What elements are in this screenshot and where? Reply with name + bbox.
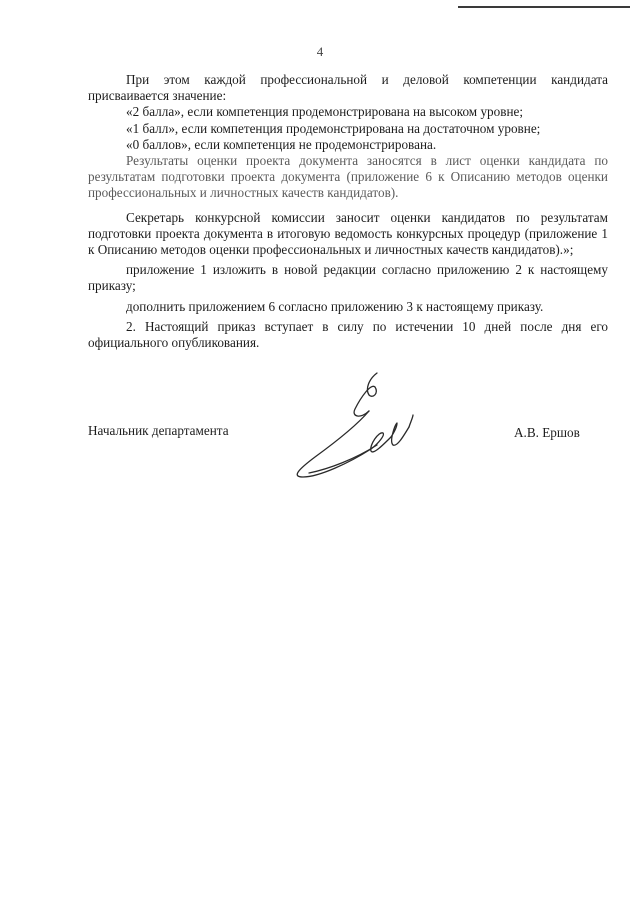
paragraph-effective-date: 2. Настоящий приказ вступает в силу по истечении 10 дней после дня его официального опубликования. [88, 318, 608, 351]
paragraph-score-1: «1 балл», если компетенция продемонстрирована на достаточном уровне; [126, 120, 541, 136]
signatory-name: А.В. Ершов [514, 425, 580, 440]
signatory-title: Начальник департамента [88, 423, 229, 438]
paragraph-results-entry: Результаты оценки проекта документа заносятся в лист оценки кандидата по результатам подготовки проекта документа (приложение 6 к Описанию методов оценки профессиональных и личностных качеств кандидатов). [88, 153, 608, 201]
page-number: 4 [316, 44, 324, 59]
paragraph-score-0: «0 баллов», если компетенция не продемонстрирована. [126, 136, 437, 152]
paragraph-appendix-1: приложение 1 изложить в новой редакции согласно приложению 2 к настоящему приказу; [88, 262, 608, 294]
paragraph-secretary: Секретарь конкурсной комиссии заносит оценки кандидатов по результатам подготовки проекта документа в итоговую ведомость конкурсных процедур (приложение 1 к Описанию методов оценки профессиональных и личностных качеств кандидатов).»; [88, 209, 608, 258]
paragraph-score-2: «2 балла», если компетенция продемонстрирована на высоком уровне; [126, 104, 524, 120]
handwritten-signature [285, 365, 425, 485]
paragraph-competence-values: При этом каждой профессиональной и деловой компетенции кандидата присваивается значение: [88, 72, 608, 104]
document-body [88, 72, 608, 351]
scan-edge-mark [458, 6, 630, 8]
paragraph-appendix-6: дополнить приложением 6 согласно приложению 3 к настоящему приказу. [126, 298, 544, 314]
